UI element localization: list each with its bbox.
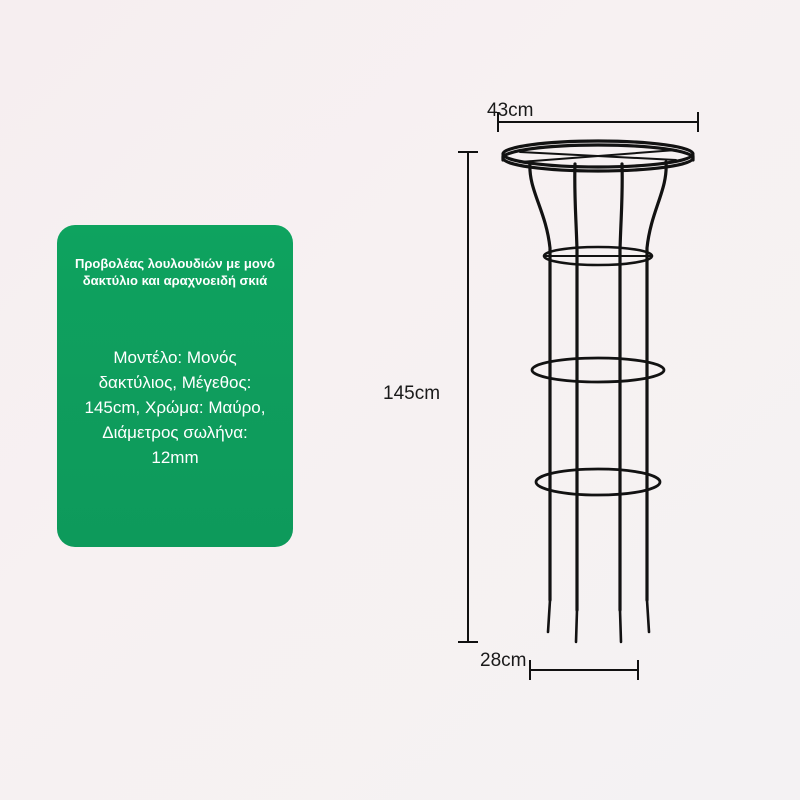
top-width-label: 43cm bbox=[487, 100, 534, 121]
leg-right-inner bbox=[620, 164, 622, 610]
ring-middle bbox=[532, 358, 664, 382]
leg-left-inner bbox=[575, 164, 577, 610]
leg-left-outer bbox=[530, 162, 550, 600]
product-diagram bbox=[370, 70, 770, 710]
ring-lower bbox=[536, 469, 660, 495]
product-title: Προβολέας λουλουδιών με μονό δακτύλιο και αραχνοειδή σκιά bbox=[75, 256, 275, 288]
height-dimension-line bbox=[458, 152, 478, 642]
bottom-width-label: 28cm bbox=[480, 650, 527, 671]
product-specs: Μοντέλο: Μονός δακτύλιος, Μέγεθος: 145cm, Χρώμα: Μαύρο, Διάμετρος σωλήνα: 12mm bbox=[84, 348, 266, 467]
height-label: 145cm bbox=[383, 383, 441, 404]
leg-right-outer bbox=[647, 162, 666, 600]
bottom-dimension-line bbox=[530, 660, 638, 680]
product-info-card bbox=[57, 225, 293, 547]
